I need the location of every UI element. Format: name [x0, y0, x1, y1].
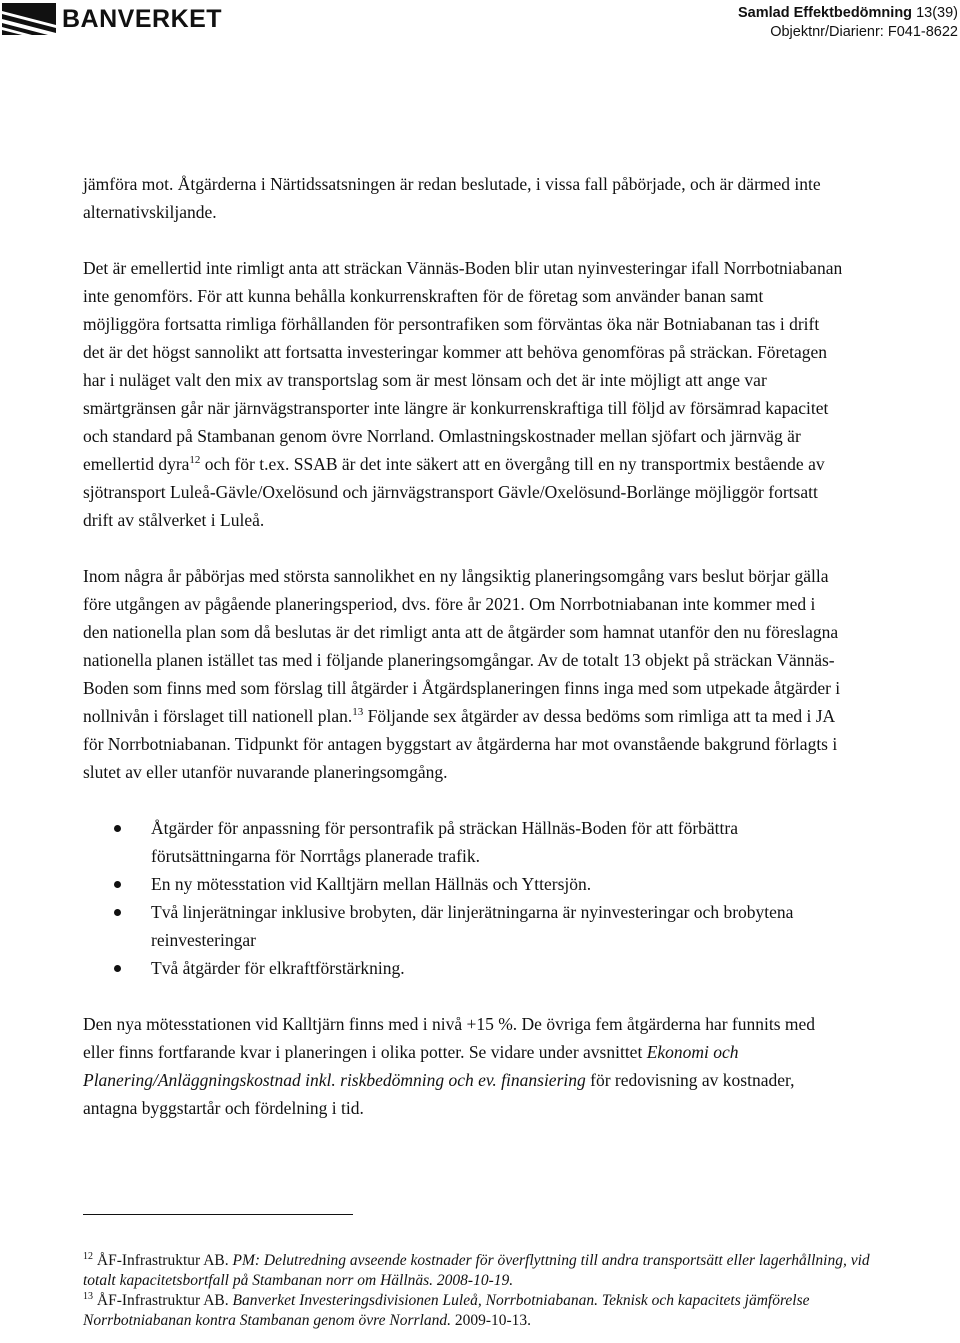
footnote-number: 13 — [83, 1291, 93, 1302]
measures-list — [83, 814, 843, 982]
paragraph-3-text-a: Inom några år påbörjas med största sannolikhet en ny långsiktig planeringsomgång vars beslut börjar gälla före utgången av pågående planeringsperiod, dvs. före år 2021. Om Norrbotniabanan inte kommer med i den nationella plan som då beslutas är det rimligt anta att de åtgärder som hamnat utanför den nu föreslagna nationella planen istället tas med i följande planeringsomgångar. Av de totalt 13 objekt på sträckan Vännäs-Boden som finns med som förslag till åtgärder i Åtgärdsplaneringen finns inga med som utpekade åtgärder i nollnivån i förslaget till nationell plan. — [83, 566, 841, 726]
list-item: En ny mötesstation vid Kalltjärn mellan Hällnäs och Yttersjön. — [83, 870, 843, 898]
logo-text: BANVERKET — [62, 4, 223, 33]
paragraph-2 — [83, 254, 843, 534]
paragraph-3-text-b: Följande sex åtgärder av dessa bedöms som rimliga att ta med i JA för Norrbotniabanan. Tidpunkt för antagen byggstart av åtgärderna har mot ovanstående bakgrund förlagts i slutet av eller utanför nuvarande planeringsomgång. — [83, 706, 838, 782]
list-item: Två linjerätningar inklusive brobyten, där linjerätningarna är nyinvesteringar och brobytena reinvesteringar — [83, 898, 843, 954]
section-reference: Ekonomi och Planering/Anläggningskostnad inkl. riskbedömning och ev. finansiering — [83, 1042, 739, 1090]
footnote-ref-12[interactable]: 12 — [189, 454, 201, 466]
footnote-number: 12 — [83, 1251, 93, 1262]
paragraph-4 — [83, 1010, 843, 1122]
footnote-date: 2009-10-13. — [450, 1312, 532, 1329]
footnote-title: Banverket Investeringsdivisionen Luleå, Norrbotniabanan. Teknisk och kapacitets jämförelse Norrbotniabanan kontra Stambanan genom övre Norrland. — [83, 1292, 810, 1329]
footnote-13 — [83, 1291, 873, 1331]
footnote-ref-13[interactable]: 13 — [352, 706, 364, 718]
list-item: Åtgärder för anpassning för persontrafik på sträckan Hällnäs-Boden för att förbättra förutsättningarna för Norrtågs planerade trafik. — [83, 814, 843, 870]
footnote-title: PM: Delutredning avseende kostnader för överflyttning till andra transportsätt eller lagerhållning, vid totalt kapacitetsbortfall på Stambanan norr om Hällnäs. 2008-10-19. — [83, 1252, 870, 1289]
paragraph-3 — [83, 562, 843, 786]
list-item: Två åtgärder för elkraftförstärkning. — [83, 954, 843, 982]
footnotes — [83, 1251, 873, 1331]
paragraph-2-text-a: Det är emellertid inte rimligt anta att sträckan Vännäs-Boden blir utan nyinvesteringar ifall Norrbotniabanan inte genomförs. För att kunna behålla konkurrenskraften för de företag som använder banan samt möjliggöra fortsatta rimliga förhållanden för persontrafiken som förväntas öka när Botniabanan tas i drift det är det högst sannolikt att fortsatta investeringar kommer att behöva genomföras på sträckan. Företagen har i nuläget valt den mix av transportslag som är mest lönsam och det är inte möjligt att ange var smärtgränsen går när järnvägstransporter inte längre är konkurrenskraftiga till följd av försämrad kapacitet och standard på Stambanan genom övre Norrland. Omlastningskostnader mellan sjöfart och järnväg är emellertid dyra — [83, 258, 843, 474]
document-body — [83, 170, 843, 1122]
footnote-source: ÅF-Infrastruktur AB. — [93, 1252, 233, 1269]
paragraph-1: jämföra mot. Åtgärderna i Närtidssatsningen är redan beslutade, i vissa fall påbörjade, och är därmed inte alternativskiljande. — [83, 174, 821, 222]
page-number: 13(39) — [916, 5, 958, 21]
paragraph-2-text-b: och för t.ex. SSAB är det inte säkert att en övergång till en ny transportmix bestående av sjötransport Luleå-Gävle/Oxelösund och järnvägstransport Gävle/Oxelösund-Borlänge möjliggör fortsatt drift av stålverket i Luleå. — [83, 454, 825, 530]
banverket-logo — [2, 3, 222, 35]
objektnr: Objektnr/Diarienr: F041-8622 — [770, 24, 958, 40]
paragraph-4-text-b: för redovisning av kostnader, antagna byggstartår och fördelning i tid. — [83, 1070, 795, 1118]
paragraph-4-text-a: Den nya mötesstationen vid Kalltjärn finns med i nivå +15 %. De övriga fem åtgärderna har funnits med eller finns fortfarande kvar i planeringen i olika potter. Se vidare under avsnittet — [83, 1014, 816, 1062]
document-title: Samlad Effektbedömning — [738, 5, 913, 21]
page-header — [0, 0, 960, 50]
banverket-logo-icon — [2, 3, 56, 35]
footnote-12 — [83, 1251, 873, 1291]
document-meta — [738, 4, 958, 42]
footnote-source: ÅF-Infrastruktur AB. — [93, 1292, 233, 1309]
footnote-divider — [83, 1214, 353, 1215]
